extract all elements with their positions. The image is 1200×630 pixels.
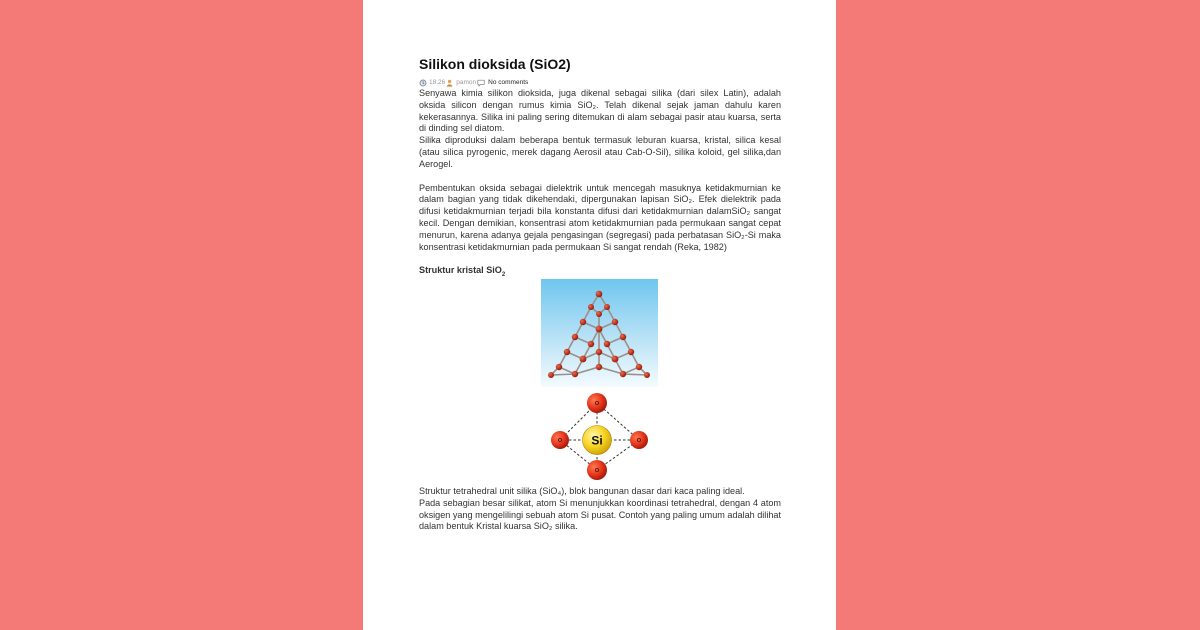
oxygen-atom-label: O	[557, 438, 563, 444]
author-icon	[446, 79, 454, 87]
crystal-structure-image	[541, 279, 658, 387]
clock-icon	[419, 79, 427, 87]
section-heading-subscript: 2	[501, 272, 506, 279]
paragraph-dielectric: Pembentukan oksida sebagai dielektrik untuk mencegah masuknya ketidakmurnian ke dalam bagian yang tidak dikehendaki, dipergunakan lapisan SiO₂. Efek dielektrik pada difusi ketidakmurnian terjadi bila konstanta difusi dari ketidakmurnian dalamSiO₂ sangat kecil. Dengan demikian, konsentrasi atom ketidakmurnian pada permukaan sangat cepat menurun, karena adanya gejala pengasingan (segregasi) pada perbatasan SiO₂-Si maka konsentrasi ketidakmurnian pada permukaan Si sangat rendah (Reka, 1982)	[419, 182, 781, 252]
tetrahedral-unit-diagram	[549, 389, 651, 481]
oxygen-atom-label: O	[594, 468, 600, 474]
paragraph-tetrahedral: Struktur tetrahedral unit silika (SiO₄), blok bangunan dasar dari kaca paling ideal.	[419, 486, 745, 496]
comment-icon	[477, 79, 485, 87]
oxygen-atom-label: O	[636, 438, 642, 444]
paragraph-intro: Senyawa kimia silikon dioksida, juga dikenal sebagai silika (dari silex Latin), adalah oksida silicon dengan rumus kimia SiO₂. Telah dikenal sejak jaman dahulu karen kekerasannya. Silika ini paling sering ditemukan di alam sebagai pasir atau kuarsa, serta di dinding sel diatom.	[419, 88, 781, 134]
post-author-link[interactable]: pamon	[456, 79, 477, 87]
article-body-continued	[419, 486, 781, 533]
oxygen-atom-label: O	[594, 401, 600, 407]
document-page	[363, 0, 836, 630]
comments-link[interactable]: No comments	[488, 79, 529, 87]
paragraph-coordination: Pada sebagian besar silikat, atom Si menunjukkan koordinasi tetrahedral, dengan 4 atom oksigen yang mengelilingi sebuah atom Si pusat. Contoh yang paling umum adalah dilihat dalam bentuk Kristal kuarsa SiO₂ silika.	[419, 497, 781, 532]
post-time: 18.26	[429, 79, 446, 87]
article-body	[419, 56, 781, 282]
section-heading-text: Struktur kristal SiO	[419, 265, 502, 276]
page-title: Silikon dioksida (SiO2)	[419, 56, 571, 72]
post-meta	[419, 78, 781, 88]
silicon-atom-label: Si	[591, 433, 603, 448]
paragraph-forms: Silika diproduksi dalam beberapa bentuk termasuk leburan kuarsa, kristal, silica kesal (atau silica pyrogenic, merek dagang Aerosil atau Cab-O-Sil), silika koloid, gel silika,dan Aerogel.	[419, 135, 781, 169]
